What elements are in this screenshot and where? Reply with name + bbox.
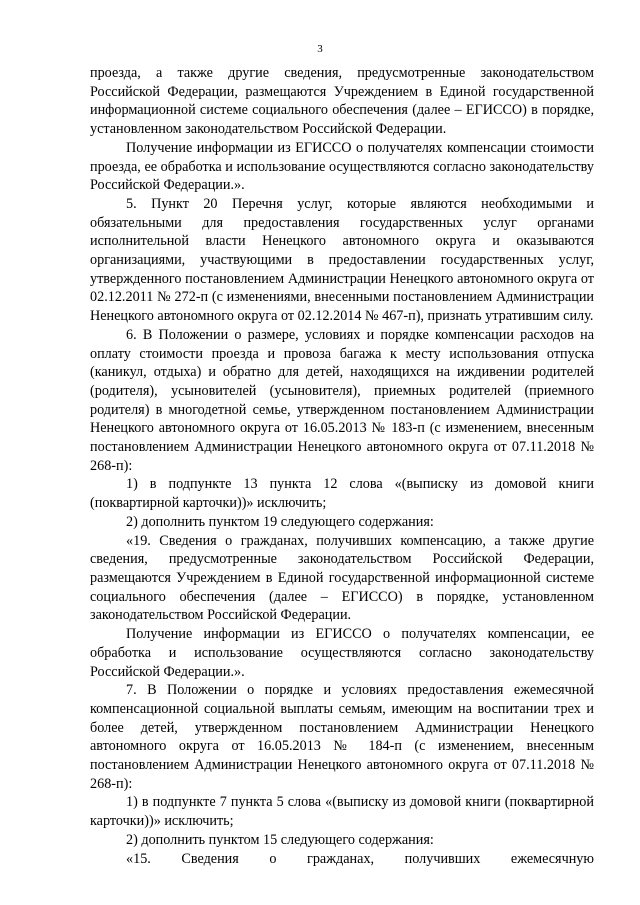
paragraph-item-6-sub-1: 1) в подпункте 13 пункта 12 слова «(выписку из домовой книги (поквартирной карточки))» исключить; <box>90 476 594 512</box>
paragraph-item-7: 7. В Положении о порядке и условиях предоставления ежемесячной компенсационной социальной выплаты семьям, имеющим на воспитании трех и более детей, утвержденном постановлением Администрации Ненецкого автономного округа от 16.05.2013 № 184-п (с изменением, внесенным постановлением Администрации Ненецкого автономного округа от 07.11.2018 № 268-п): <box>90 682 594 792</box>
document-body <box>90 64 594 868</box>
paragraph-egisso-note: Получение информации из ЕГИССО о получателях компенсации стоимости проезда, ее обработка и использование осуществляются согласно законодательству Российской Федерации.». <box>90 139 594 194</box>
paragraph-point-19: «19. Сведения о гражданах, получивших компенсацию, а также другие сведения, предусмотренные законодательством Российской Федерации, размещаются Учреждением в Единой государственной информационной системе социального обеспечения (далее – ЕГИССО) в порядке, установленном законодательством Российской Федерации. <box>90 532 594 624</box>
paragraph-item-6-sub-2: 2) дополнить пунктом 19 следующего содержания: <box>126 513 434 530</box>
paragraph-item-5: 5. Пункт 20 Перечня услуг, которые являются необходимыми и обязательными для предоставления государственных услуг органами исполнительной власти Ненецкого автономного округа и оказываются организациями, участвующими в предоставлении государственных услуг, утвержденного постановлением Администрации Ненецкого автономного округа от 02.12.2011 № 272-п (с изменениями, внесенными постановлением Администрации Ненецкого автономного округа от 02.12.2014 № 467-п), признать утратившим силу. <box>90 195 594 325</box>
paragraph-item-6: 6. В Положении о размере, условиях и порядке компенсации расходов на оплату стоимости проезда и провоза багажа к месту использования отпуска (каникул, отдыха) и обратно для детей, находящихся на иждивении родителей (родителя), усыновителей (усыновителя), приемных родителей (приемного родителя) в многодетной семье, утвержденном постановлением Администрации Ненецкого автономного округа от 16.05.2013 № 183-п (с изменением, внесенным постановлением Администрации Ненецкого автономного округа от 07.11.2018 № 268-п): <box>90 326 594 474</box>
paragraph-point-15: «15. Сведения о гражданах, получивших ежемесячную <box>126 850 594 867</box>
paragraph-item-7-sub-2: 2) дополнить пунктом 15 следующего содержания: <box>126 831 434 848</box>
paragraph-item-7-sub-1: 1) в подпункте 7 пункта 5 слова «(выписку из домовой книги (поквартирной карточки))» исключить; <box>90 794 594 830</box>
paragraph-point-19-egisso: Получение информации из ЕГИССО о получателях компенсации, ее обработка и использование осуществляются согласно законодательству Российской Федерации.». <box>90 626 594 680</box>
paragraph-continuation: проезда, а также другие сведения, предусмотренные законодательством Российской Федерации, размещаются Учреждением в Единой государственной информационной системе социального обеспечения (далее – ЕГИССО) в порядке, установленном законодательством Российской Федерации. <box>90 65 594 138</box>
page-number: 3 <box>317 43 323 55</box>
